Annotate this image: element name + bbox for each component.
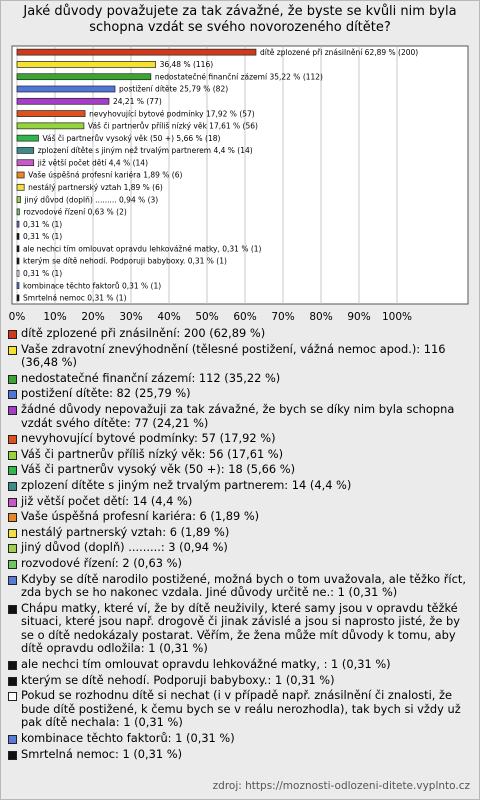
legend-label: kterým se dítě nehodí. Podporuji babyboxy.: 1 (0,31 %): [21, 672, 335, 687]
legend-swatch: [8, 560, 17, 569]
legend-item: [8, 448, 470, 462]
legend-item: [8, 541, 470, 555]
bar-data-label: kterým se dítě nehodí. Podporuji babyboxy. 0,31 % (1): [23, 256, 227, 266]
legend-swatch: [8, 346, 17, 355]
bar: [17, 123, 84, 129]
bar-data-label: 36,48 % (116): [159, 60, 214, 70]
legend-item: [8, 372, 470, 386]
legend-label: Kdyby se dítě narodilo postižené, možná bych o tom uvažovala, ale těžko říct, zda bych se ho nakonec vzdala. Jiné důvody určitě ne.: 1 (0,31 %): [21, 571, 466, 600]
bar: [17, 160, 34, 166]
bar: [17, 184, 24, 190]
legend-item: [8, 510, 470, 524]
bar: [17, 270, 19, 276]
legend-label: dítě zplozené při znásilnění: 200 (62,89 %): [21, 326, 266, 340]
bar-data-label: jiný důvod (doplň) ......... 0,94 % (3): [24, 195, 159, 205]
legend-item: [8, 689, 470, 730]
legend-swatch: [8, 482, 17, 491]
legend-swatch: [8, 330, 17, 339]
legend-label: kombinace těchto faktorů: 1 (0,31 %): [21, 731, 235, 746]
legend-item: [8, 557, 470, 571]
x-tick-label: 60%: [233, 311, 257, 323]
legend-item: [8, 674, 470, 688]
bar-data-label: rozvodové řízení 0,63 % (2): [23, 207, 127, 217]
legend-label: Váš či partnerův vysoký věk (50 +): 18 (5,66 %): [21, 462, 296, 477]
legend-label: Chápu matky, které ví, že by dítě neuživily, které samy jsou v opravdu těžké situaci, které jsou např. drogově či jinak závislé a jsou si naprosto jisté, že by se o dítě nedokázaly postarat. Věřím, že žena může mít důvody k tomu, aby dítě opravdu odložila: 1 (0,31 %): [21, 600, 460, 656]
bar-data-label: kombinace těchto faktorů 0,31 % (1): [23, 281, 162, 291]
x-tick-label: 70%: [271, 311, 295, 323]
bar: [17, 49, 256, 55]
x-tick-label: 50%: [195, 311, 219, 323]
legend-swatch: [8, 466, 17, 475]
bar: [17, 111, 85, 117]
bar: [17, 147, 34, 153]
legend-item: [8, 403, 470, 430]
bar-data-label: zplození dítěte s jiným než trvalým partnerem 4,4 % (14): [37, 146, 253, 156]
bar-data-label: 24,21 % (77): [112, 96, 162, 106]
bar-data-label: 0,31 % (1): [23, 232, 63, 242]
bar: [17, 61, 156, 67]
bar-data-label: 0,31 % (1): [23, 268, 63, 278]
legend-swatch: [8, 513, 17, 522]
x-tick-label: 0%: [8, 311, 26, 323]
bar: [17, 295, 19, 301]
legend-label: žádné důvody nepovažuji za tak závažné, že bych se díky nim byla schopna vzdát svého dítěte: 77 (24,21 %): [21, 401, 455, 430]
legend-item: [8, 495, 470, 509]
bar: [17, 98, 109, 104]
legend-swatch: [8, 576, 17, 585]
legend-label: nedostatečné finanční zázemí: 112 (35,22 %): [21, 370, 281, 385]
legend-item: [8, 732, 470, 746]
x-tick-label: 30%: [119, 311, 143, 323]
legend-swatch: [8, 605, 17, 614]
legend-label: Vaše zdravotní znevýhodnění (tělesné postižení, vážná nemoc apod.): 116 (36,48 %): [21, 341, 446, 370]
x-tick-label: 100%: [381, 311, 413, 323]
bar: [17, 172, 24, 178]
bar-data-label: ale nechci tím omlouvat opravdu lehkovážné matky, 0,31 % (1): [23, 244, 262, 254]
bar-data-label: již větší počet dětí 4,4 % (14): [37, 158, 149, 168]
legend-swatch: [8, 529, 17, 538]
legend-swatch: [8, 406, 17, 415]
legend-label: rozvodové řízení: 2 (0,63 %): [21, 555, 182, 570]
legend-label: již větší počet dětí: 14 (4,4 %): [21, 493, 193, 508]
legend-label: jiný důvod (doplň) .........: 3 (0,94 %): [21, 540, 228, 555]
bar: [17, 209, 19, 215]
bar-data-label: Smrtelná nemoc 0,31 % (1): [23, 293, 127, 303]
bar: [17, 221, 19, 227]
legend-swatch: [8, 451, 17, 460]
legend-label: Váš či partnerův příliš nízký věk: 56 (17,61 %): [21, 446, 284, 461]
bar-data-label: nevyhovující bytové podmínky 17,92 % (57): [89, 109, 255, 119]
legend-item: [8, 343, 470, 370]
legend-swatch: [8, 661, 17, 670]
bar-data-label: Váš či partnerův příliš nízký věk 17,61 % (56): [87, 121, 258, 131]
bar-data-label: Vaše úspěšná profesní kariéra 1,89 % (6): [28, 170, 183, 180]
legend-item: [8, 602, 470, 656]
bar: [17, 258, 19, 264]
chart-title: Jaké důvody považujete za tak závažné, že byste se kvůli nim byla schopna vzdát se svého novorozeného dítěte?: [23, 4, 457, 35]
legend-item: [8, 479, 470, 493]
bar: [17, 86, 115, 92]
source-link[interactable]: zdroj: https://moznosti-odlozeni-ditete.vyplnto.cz: [212, 780, 470, 792]
legend-item: [8, 658, 470, 672]
legend-item: [8, 573, 470, 600]
legend-swatch: [8, 735, 17, 744]
bar-data-label: nestálý partnerský vztah 1,89 % (6): [28, 182, 163, 192]
legend-label: Vaše úspěšná profesní kariéra: 6 (1,89 %): [21, 509, 260, 524]
legend-item: [8, 327, 470, 341]
bar: [17, 283, 19, 289]
legend-label: nestálý partnerský vztah: 6 (1,89 %): [21, 524, 230, 539]
x-tick-label: 10%: [43, 311, 67, 323]
bar-data-label: Váš či partnerův vysoký věk (50 +) 5,66 % (18): [42, 133, 221, 143]
legend-item: [8, 526, 470, 540]
bar-data-label: 0,31 % (1): [23, 219, 63, 229]
legend-label: Smrtelná nemoc: 1 (0,31 %): [21, 746, 183, 761]
x-tick-label: 90%: [347, 311, 371, 323]
bar-data-label: dítě zplozené při znásilnění 62,89 % (200): [259, 47, 419, 57]
x-tick-label: 40%: [157, 311, 181, 323]
legend-swatch: [8, 390, 17, 399]
legend-label: nevyhovující bytové podmínky: 57 (17,92 %): [21, 431, 276, 446]
bar: [17, 246, 19, 252]
bar-data-label: nedostatečné finanční zázemí 35,22 % (112): [154, 72, 323, 82]
legend-swatch: [8, 677, 17, 686]
legend-item: [8, 463, 470, 477]
x-tick-label: 20%: [81, 311, 105, 323]
legend-swatch: [8, 498, 17, 507]
legend-item: [8, 748, 470, 762]
bar: [17, 197, 21, 203]
legend-label: postižení dítěte: 82 (25,79 %): [21, 386, 191, 401]
bar: [17, 135, 39, 141]
legend-swatch: [8, 544, 17, 553]
legend: [8, 327, 470, 763]
legend-swatch: [8, 692, 17, 701]
bar-data-label: postižení dítěte 25,79 % (82): [119, 84, 229, 94]
x-tick-label: 80%: [309, 311, 333, 323]
legend-label: ale nechci tím omlouvat opravdu lehkovážné matky, : 1 (0,31 %): [21, 657, 391, 672]
legend-item: [8, 387, 470, 401]
legend-item: [8, 432, 470, 446]
legend-swatch: [8, 751, 17, 760]
legend-swatch: [8, 435, 17, 444]
legend-label: Pokud se rozhodnu dítě si nechat (i v případě např. znásilnění či znalosti, že bude dítě postižené, k čemu bych se v reálu nerozhodla), tak bych si vždy už pak dítě nechala: 1 (0,31 %): [21, 688, 461, 730]
legend-swatch: [8, 375, 17, 384]
bar-chart: [0, 0, 480, 330]
bar: [17, 233, 19, 239]
legend-label: zplození dítěte s jiným než trvalým partnerem: 14 (4,4 %): [21, 477, 352, 492]
bar: [17, 74, 151, 80]
